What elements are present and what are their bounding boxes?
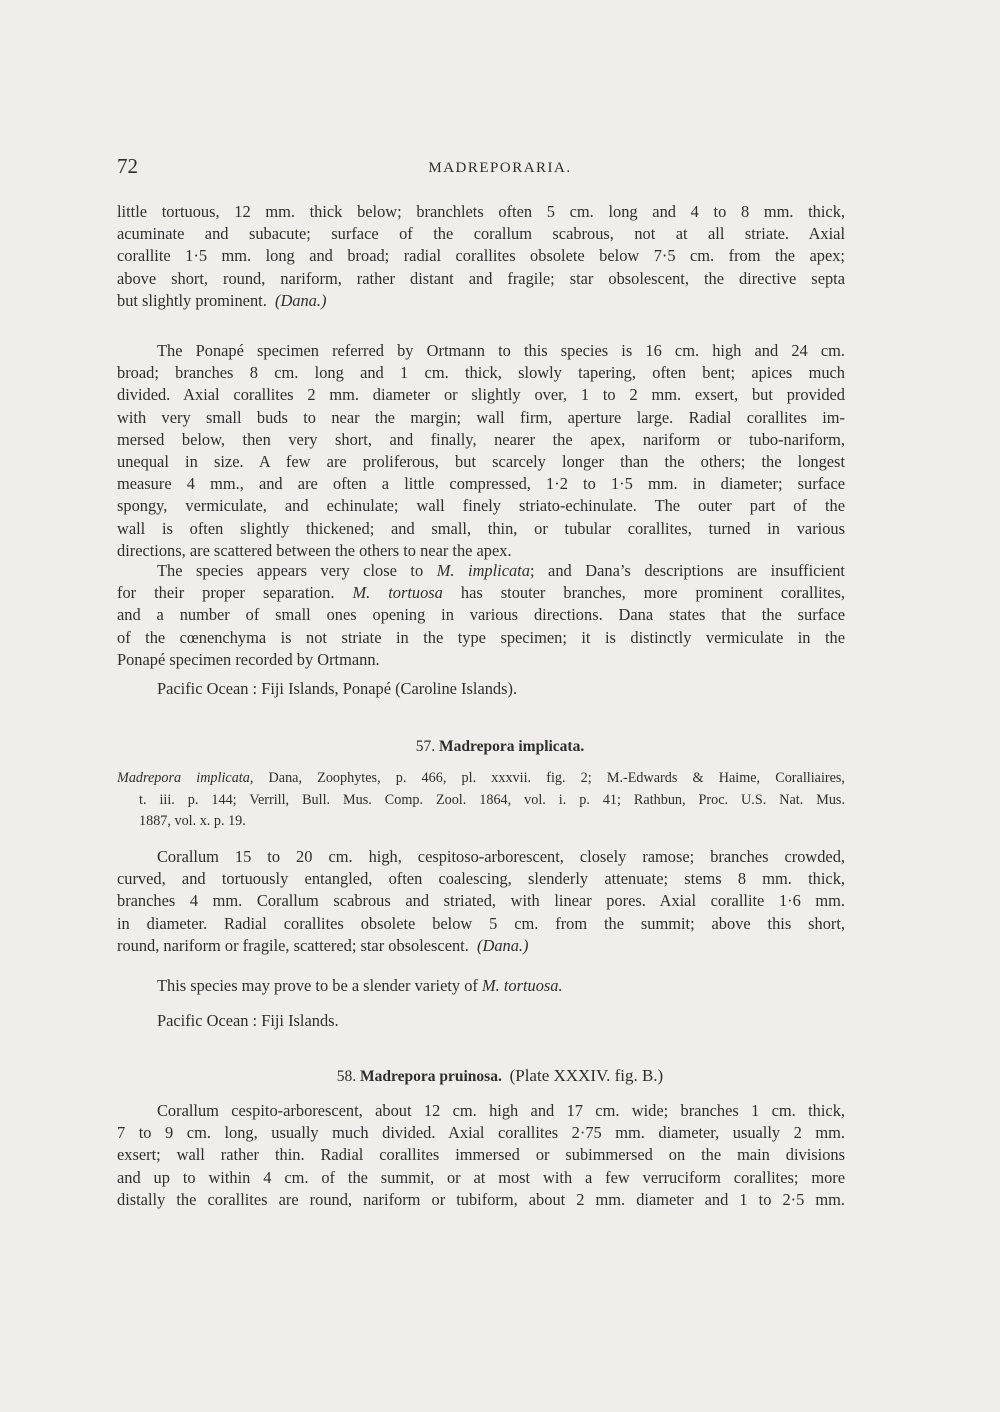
description-57 bbox=[117, 846, 845, 957]
text-span: has stouter branches, more prominent corallites, bbox=[442, 583, 845, 603]
text-span: ; and Dana’s descriptions are insufficient bbox=[529, 561, 845, 580]
text-line: curved, and tortuously entangled, often coalescing, slenderly attenuate; stems 8 mm. thick, bbox=[117, 869, 845, 889]
citation: (Dana.) bbox=[477, 935, 529, 955]
text-line: in diameter. Radial corallites obsolete below 5 cm. from the summit; above this short, bbox=[117, 913, 845, 933]
paragraph-species-comparison bbox=[117, 560, 845, 671]
text-line bbox=[117, 768, 845, 790]
locality-line bbox=[117, 1010, 845, 1032]
text-line: exsert; wall rather thin. Radial corallites immersed or subimmersed on the main divisions bbox=[117, 1145, 845, 1165]
text-span: round, nariform or fragile, scattered; star obsolescent. bbox=[117, 935, 469, 955]
species-number: 58. bbox=[336, 1068, 357, 1085]
paragraph-continued-description bbox=[117, 201, 845, 312]
text-span: but slightly prominent. bbox=[117, 290, 267, 310]
species-name: M. implicata bbox=[436, 561, 530, 580]
text-line: measure 4 mm., and are often a little compressed, 1·2 to 1·5 mm. in diameter; surface bbox=[117, 474, 845, 494]
text-span: The species appears very close to bbox=[157, 561, 437, 580]
text-line: spongy, vermiculate, and echinulate; wall finely striato-echinulate. The outer part of the bbox=[117, 496, 845, 516]
species-title: Madrepora pruinosa. bbox=[360, 1068, 502, 1085]
species-title: Madrepora implicata. bbox=[439, 738, 585, 755]
text-line: Ponapé specimen recorded by Ortmann. bbox=[117, 649, 380, 669]
text-line: Corallum 15 to 20 cm. high, cespitoso-arborescent, closely ramose; branches crowded, bbox=[157, 847, 845, 866]
species-number: 57. bbox=[415, 738, 436, 755]
species-heading-57 bbox=[0, 738, 1000, 756]
plate-reference: (Plate XXXIV. fig. B.) bbox=[509, 1066, 664, 1085]
text-line: directions, are scattered between the others to near the apex. bbox=[117, 540, 512, 560]
text-line bbox=[117, 560, 845, 582]
text-span: This species may prove to be a slender variety of bbox=[157, 976, 482, 995]
text-line: t. iii. p. 144; Verrill, Bull. Mus. Comp. Zool. 1864, vol. i. p. 41; Rathbun, Proc. U.S. Nat. Mus. bbox=[139, 791, 845, 808]
text-line: The Ponapé specimen referred by Ortmann to this species is 16 cm. high and 24 cm. bbox=[157, 341, 845, 360]
text-line: Corallum cespito-arborescent, about 12 cm. high and 17 cm. wide; branches 1 cm. thick, bbox=[157, 1101, 845, 1120]
species-name: M. tortuosa bbox=[352, 583, 443, 603]
description-58 bbox=[117, 1100, 845, 1211]
text-line: unequal in size. A few are proliferous, but scarcely longer than the others; the longest bbox=[117, 452, 845, 472]
text-line bbox=[117, 935, 845, 957]
text-line: corallite 1·5 mm. long and broad; radial corallites obsolete below 7·5 cm. from the apex; bbox=[117, 246, 845, 266]
text-line: 7 to 9 cm. long, usually much divided. Axial corallites 2·75 mm. diameter, usually 2 mm. bbox=[117, 1123, 845, 1143]
text-line: and a number of small ones opening in various directions. Dana states that the surface bbox=[117, 605, 845, 625]
text-line: 1887, vol. x. p. 19. bbox=[139, 813, 246, 829]
text-line: with very small buds to near the margin; wall firm, aperture large. Radial corallites im- bbox=[117, 407, 845, 427]
species-heading-58 bbox=[0, 1066, 1000, 1086]
citation: (Dana.) bbox=[275, 290, 327, 310]
text-line: distally the corallites are round, nariform or tubiform, about 2 mm. diameter and 1 to 2·5 mm. bbox=[117, 1189, 845, 1209]
text-span: for their proper separation. bbox=[117, 583, 353, 603]
text-line: broad; branches 8 cm. long and 1 cm. thick, slowly tapering, often bent; apices much bbox=[117, 363, 845, 383]
text-line bbox=[117, 582, 845, 604]
text-line: and up to within 4 cm. of the summit, or at most with a few verruciform corallites; more bbox=[117, 1167, 845, 1187]
note-57 bbox=[117, 975, 845, 997]
running-title: MADREPORARIA. bbox=[428, 160, 572, 176]
species-name: Madrepora implicata, bbox=[117, 770, 254, 786]
paragraph-ponape-specimen bbox=[117, 340, 845, 562]
page-number: 72 bbox=[117, 154, 138, 178]
text-span: Dana, Zoophytes, p. 466, pl. xxxvii. fig. 2; M.-Edwards & Haime, Coralliaires, bbox=[253, 770, 845, 786]
synonymy-57 bbox=[117, 768, 845, 833]
locality-line bbox=[117, 678, 845, 700]
text-line: acuminate and subacute; surface of the corallum scabrous, not at all striate. Axial bbox=[117, 224, 845, 244]
text-line: wall is often slightly thickened; and small, thin, or tubular corallites, turned in various bbox=[117, 518, 845, 538]
species-name: M. tortuosa. bbox=[481, 976, 563, 995]
text-line: mersed below, then very short, and finally, nearer the apex, nariform or tubo-nariform, bbox=[117, 429, 845, 449]
text-line: little tortuous, 12 mm. thick below; branchlets often 5 cm. long and 4 to 8 mm. thick, bbox=[117, 202, 845, 221]
locality-text: Pacific Ocean : Fiji Islands, Ponapé (Caroline Islands). bbox=[157, 679, 518, 698]
text-line: of the cœnenchyma is not striate in the type specimen; it is distinctly vermiculate in the bbox=[117, 627, 845, 647]
locality-text: Pacific Ocean : Fiji Islands. bbox=[157, 1011, 339, 1030]
text-line: divided. Axial corallites 2 mm. diameter or slightly over, 1 to 2 mm. exsert, but provided bbox=[117, 385, 845, 405]
text-line: branches 4 mm. Corallum scabrous and striated, with linear pores. Axial corallite 1·6 mm. bbox=[117, 891, 845, 911]
text-line: above short, round, nariform, rather distant and fragile; star obsolescent, the directive septa bbox=[117, 268, 845, 288]
text-line bbox=[117, 290, 845, 312]
